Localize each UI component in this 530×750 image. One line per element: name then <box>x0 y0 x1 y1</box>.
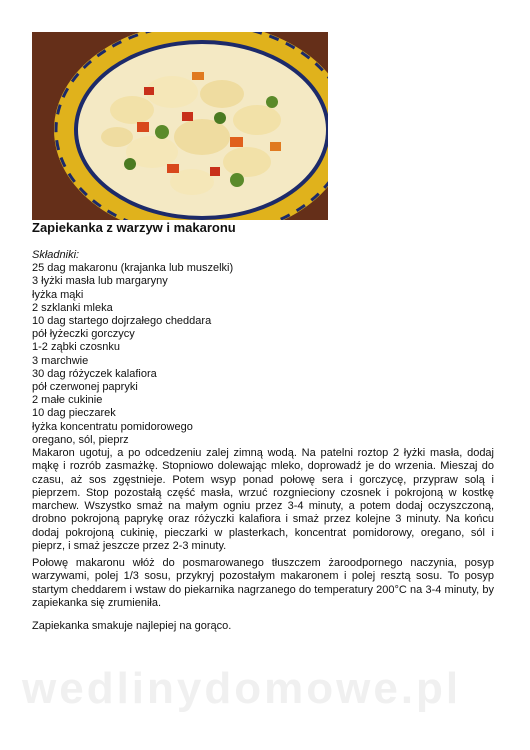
ingredient-item: pół czerwonej papryki <box>32 381 138 394</box>
site-watermark: wedlinydomowe.pl <box>22 664 462 713</box>
ingredients-list <box>32 249 233 447</box>
ingredient-item: 30 dag różyczek kalafiora <box>32 367 157 380</box>
ingredient-item: oregano, sól, pieprz <box>32 433 129 446</box>
ingredient-item: 10 dag pieczarek <box>32 407 116 420</box>
ingredient-item: 3 marchwie <box>32 354 89 367</box>
ingredient-item: 2 małe cukinie <box>32 394 103 407</box>
instructions-paragraph-2: Połowę makaronu włóż do posmarowanego tłuszczem żaroodpornego naczynia, posyp warzywami, polej 1/3 sosu, przykryj pozostałym makaronem i polej resztą sosu. To posyp startym cheddarem i wstaw do piekarnika nagrzanego do temperatury 200°C na 3-4 minuty, by zapiekanka się zrumieniła. <box>32 557 494 609</box>
ingredient-item: 2 szklanki mleka <box>32 301 113 314</box>
plate-illustration <box>32 32 328 220</box>
ingredient-item: 25 dag makaronu (krajanka lub muszelki) <box>32 262 234 275</box>
ingredient-item: pół łyżeczki gorczycy <box>32 328 135 341</box>
instructions-paragraph-1: Makaron ugotuj, a po odcedzeniu zalej zimną wodą. Na patelni roztop 2 łyżki masła, dodaj mąkę i rozrób zasmażkę. Stopniowo dolewając mleko, doprowadź je do wrzenia. Mieszaj do czasu, aż sos zgęstnieje. Potem wsyp ponad połowę sera i gorczycę, przypraw solą i pieprzem. Stop pozostałą część masła, wrzuć rozgnieciony czosnek i pokrojoną w kostkę marchew. Wszystko smaż na małym ogniu przez 3-4 minuty, a potem dodaj oczyszczoną, drobno pokrojoną paprykę oraz różyczki kalafiora i smaż przez kolejne 3 minuty. Na końcu dodaj pokrojoną cukinię, pieczarki w plasterkach, koncentrat pomidorowy, oregano, sól i pieprz, i smaż jeszcze przez 2-3 minuty. <box>32 447 494 553</box>
dish-photo <box>32 32 328 220</box>
ingredient-item: 3 łyżki masła lub margaryny <box>32 275 168 288</box>
recipe-title: Zapiekanka z warzyw i makaronu <box>32 220 236 235</box>
ingredient-item: łyżka mąki <box>32 288 84 301</box>
ingredient-item: 1-2 ząbki czosnku <box>32 341 121 354</box>
ingredients-label: Składniki: <box>32 249 80 261</box>
ingredient-item: 10 dag startego dojrzałego cheddara <box>32 315 212 328</box>
ingredient-item: łyżka koncentratu pomidorowego <box>32 420 193 433</box>
serving-note: Zapiekanka smakuje najlepiej na gorąco. <box>32 620 232 632</box>
